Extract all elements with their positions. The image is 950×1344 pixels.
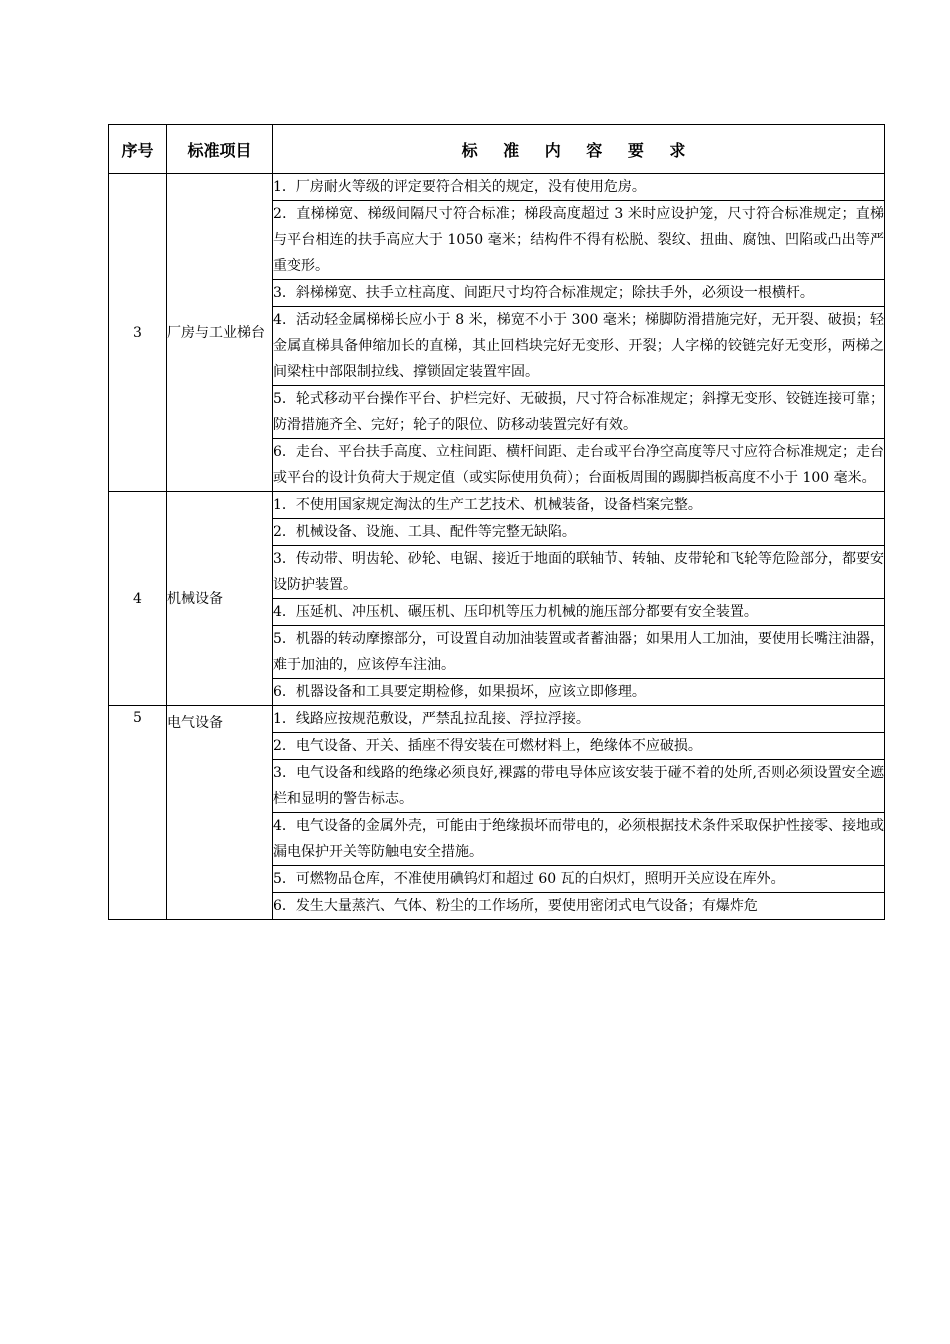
requirement-cell: 4．活动轻金属梯梯长应小于 8 米，梯宽不小于 300 毫米；梯脚防滑措施完好，无开裂、破损；轻金属直梯具备伸缩加长的直梯，其止回档块完好无变形、开裂；人字梯的铰链完好无变形，两梯之间梁柱中部限制拉线、撑锁固定装置牢固。 [273, 307, 885, 386]
requirement-cell: 5．可燃物品仓库，不准使用碘钨灯和超过 60 瓦的白炽灯，照明开关应设在库外。 [273, 866, 885, 893]
section-item: 电气设备 [167, 706, 273, 920]
requirement-cell: 3．斜梯梯宽、扶手立柱高度、间距尺寸均符合标准规定；除扶手外，必须设一根横杆。 [273, 280, 885, 307]
requirement-cell: 3．传动带、明齿轮、砂轮、电锯、接近于地面的联轴节、转轴、皮带轮和飞轮等危险部分，都要安设防护装置。 [273, 546, 885, 599]
requirement-cell: 6．机器设备和工具要定期检修，如果损坏，应该立即修理。 [273, 679, 885, 706]
requirement-cell: 2．直梯梯宽、梯级间隔尺寸符合标准；梯段高度超过 3 米时应设护笼，尺寸符合标准规定；直梯与平台相连的扶手高应大于 1050 毫米；结构件不得有松脱、裂纹、扭曲、腐蚀、凹陷或凸出等严重变形。 [273, 201, 885, 280]
requirement-cell: 3．电气设备和线路的绝缘必须良好,裸露的带电导体应该安装于碰不着的处所,否则必须设置安全遮栏和显明的警告标志。 [273, 760, 885, 813]
requirement-cell: 1．不使用国家规定淘汰的生产工艺技术、机械装备，设备档案完整。 [273, 492, 885, 519]
requirement-cell: 5．机器的转动摩擦部分，可设置自动加油装置或者蓄油器；如果用人工加油，要使用长嘴注油器，难于加油的，应该停车注油。 [273, 626, 885, 679]
requirement-cell: 4．压延机、冲压机、碾压机、压印机等压力机械的施压部分都要有安全装置。 [273, 599, 885, 626]
requirement-cell: 1．线路应按规范敷设，严禁乱拉乱接、浮拉浮接。 [273, 706, 885, 733]
header-seq: 序号 [109, 125, 167, 174]
requirement-cell: 2．机械设备、设施、工具、配件等完整无缺陷。 [273, 519, 885, 546]
table-row [109, 492, 885, 519]
header-requirements: 标 准 内 容 要 求 [273, 125, 885, 174]
section-item: 机械设备 [167, 492, 273, 706]
section-seq: 5 [109, 706, 167, 920]
header-row [109, 125, 885, 174]
table-row [109, 174, 885, 201]
section-seq: 4 [109, 492, 167, 706]
section-item: 厂房与工业梯台 [167, 174, 273, 492]
table-row [109, 706, 885, 733]
section-seq: 3 [109, 174, 167, 492]
requirement-cell: 5．轮式移动平台操作平台、护栏完好、无破损，尺寸符合标准规定；斜撑无变形、铰链连接可靠；防滑措施齐全、完好；轮子的限位、防移动装置完好有效。 [273, 386, 885, 439]
requirement-cell: 4．电气设备的金属外壳，可能由于绝缘损坏而带电的，必须根据技术条件采取保护性接零、接地或漏电保护开关等防触电安全措施。 [273, 813, 885, 866]
header-item: 标准项目 [167, 125, 273, 174]
standards-table [108, 124, 885, 920]
requirement-cell: 6．发生大量蒸汽、气体、粉尘的工作场所，要使用密闭式电气设备；有爆炸危 [273, 893, 885, 920]
requirement-cell: 1．厂房耐火等级的评定要符合相关的规定，没有使用危房。 [273, 174, 885, 201]
requirement-cell: 6．走台、平台扶手高度、立柱间距、横杆间距、走台或平台净空高度等尺寸应符合标准规定；走台或平台的设计负荷大于规定值（或实际使用负荷）；台面板周围的踢脚挡板高度不小于 100 毫米。 [273, 439, 885, 492]
requirement-cell: 2．电气设备、开关、插座不得安装在可燃材料上，绝缘体不应破损。 [273, 733, 885, 760]
